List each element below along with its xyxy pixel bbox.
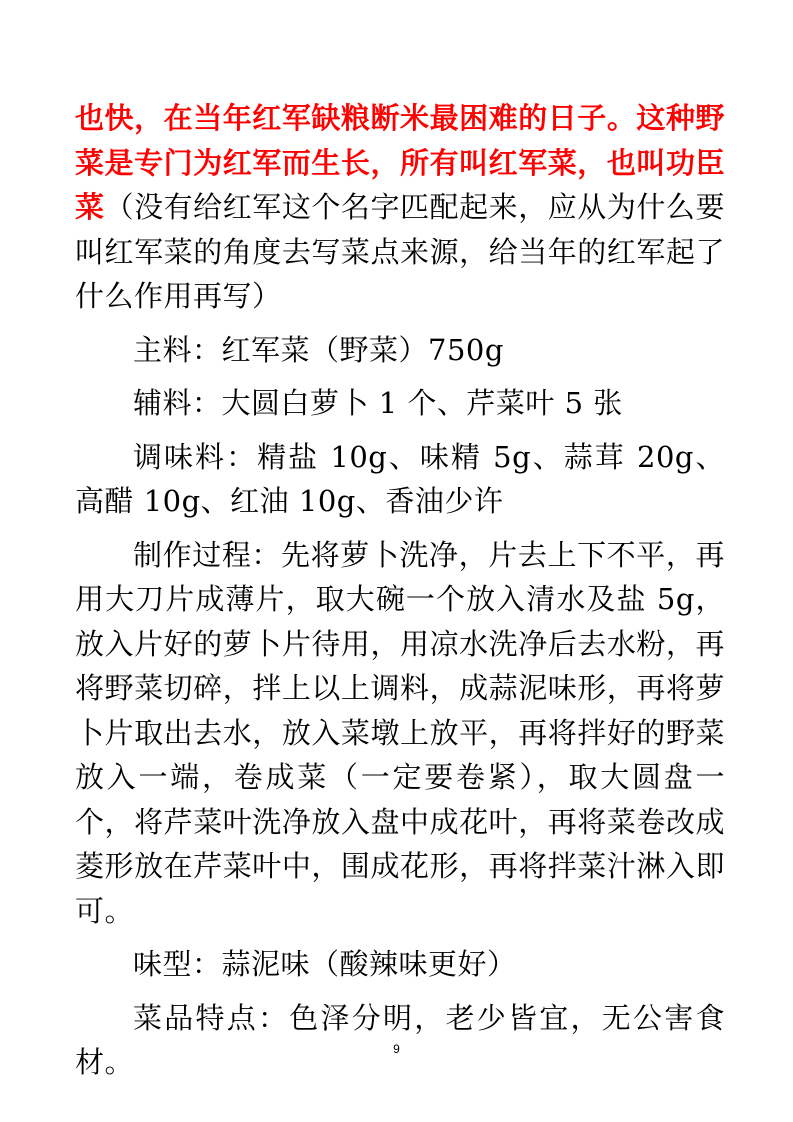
intro-paragraph	[75, 96, 725, 319]
seasonings-line: 调味料：精盐 10g、味精 5g、蒜茸 20g、高醋 10g、红油 10g、香油少许	[75, 439, 725, 518]
page-number: 9	[393, 1042, 400, 1056]
intro-editor-note: （没有给红军这个名字匹配起来，应从为什么要叫红军菜的角度去写菜点来源，给当年的红军起了什么作用再写）	[75, 190, 725, 313]
auxiliary-ingredients-line: 辅料：大圆白萝卜 1 个、芹菜叶 5 张	[133, 386, 623, 420]
flavor-line: 味型：蒜泥味（酸辣味更好）	[133, 947, 517, 981]
main-ingredient-line: 主料：红军菜（野菜）750g	[133, 332, 504, 367]
document-body	[75, 96, 725, 1094]
intro-highlight-text: 也快，在当年红军缺粮断米最困难的日子。这种野菜是专门为红军而生长，所有叫红军菜，也叫功臣菜	[75, 101, 725, 224]
features-line: 菜品特点：色泽分明，老少皆宜，无公害食材。	[75, 1000, 725, 1079]
process-paragraph: 制作过程：先将萝卜洗净，片去上下不平，再用大刀片成薄片，取大碗一个放入清水及盐 5g，放入片好的萝卜片待用，用凉水洗净后去水粉，再将野菜切碎，拌上以上调料，成蒜泥味形，再将萝卜片取出去水，放入菜墩上放平，再将拌好的野菜放入一端，卷成菜（一定要卷紧），取大圆盘一个，将芹菜叶洗净放入盘中成花叶，再将菜卷改成菱形放在芹菜叶中，围成花形，再将拌菜汁淋入即可。	[75, 537, 725, 928]
